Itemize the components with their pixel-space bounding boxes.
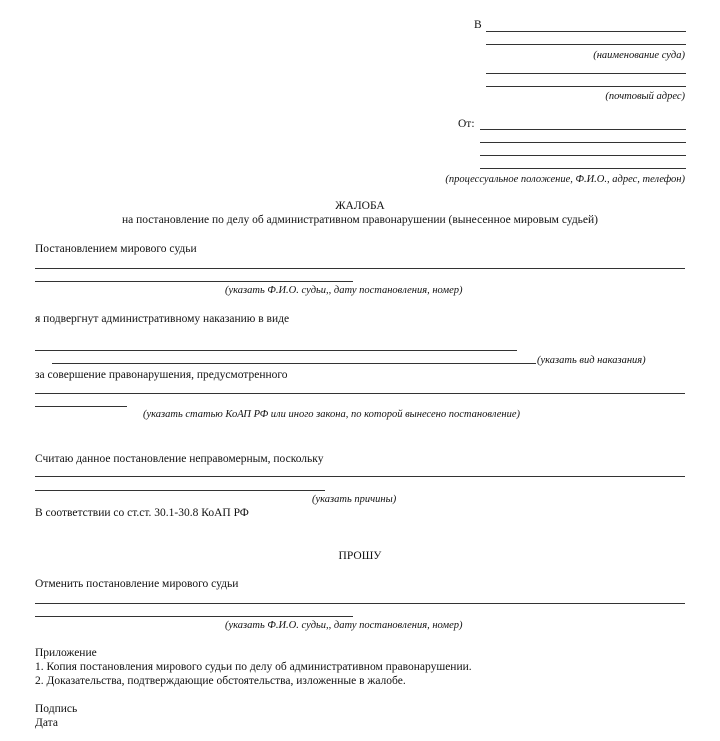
attachment-item-1: 1. Копия постановления мирового судьи по делу об административном правонарушении.	[35, 661, 472, 673]
decree-line-2[interactable]	[35, 281, 353, 282]
applicant-line-4[interactable]	[480, 168, 686, 169]
attachments-label: Приложение	[35, 647, 97, 659]
penalty-line-2[interactable]	[52, 363, 536, 364]
legal-basis: В соответствии со ст.ст. 30.1-30.8 КоАП РФ	[35, 507, 249, 519]
request-heading: ПРОШУ	[338, 550, 382, 562]
from-label: От:	[458, 118, 475, 130]
applicant-hint: (процессуальное положение, Ф.И.О., адрес, телефон)	[445, 174, 685, 185]
penalty-intro: я подвергнут административному наказанию в виде	[35, 313, 290, 325]
to-label: В	[474, 19, 482, 31]
attachment-item-2: 2. Доказательства, подтверждающие обстоятельства, изложенные в жалобе.	[35, 675, 406, 687]
court-name-line-1[interactable]	[486, 31, 686, 32]
offense-hint: (указать статью КоАП РФ или иного закона, по которой вынесено постановление)	[143, 409, 521, 420]
penalty-hint: (указать вид наказания)	[537, 355, 646, 366]
postal-address-line-1[interactable]	[486, 73, 686, 74]
postal-address-hint: (почтовый адрес)	[605, 91, 685, 102]
decree-intro: Постановлением мирового судьи	[35, 243, 197, 255]
decree-line-1[interactable]	[35, 268, 685, 269]
request-text: Отменить постановление мирового судьи	[35, 578, 239, 590]
decree-hint: (указать Ф.И.О. судьи,, дату постановления, номер)	[225, 285, 463, 296]
applicant-line-2[interactable]	[480, 142, 686, 143]
offense-line-2[interactable]	[35, 406, 127, 407]
offense-line-1[interactable]	[35, 393, 685, 394]
request-line-2[interactable]	[35, 616, 353, 617]
document-title: ЖАЛОБА	[335, 200, 385, 212]
request-hint: (указать Ф.И.О. судьи,, дату постановления, номер)	[225, 620, 463, 631]
applicant-line-3[interactable]	[480, 155, 686, 156]
signature-label: Подпись	[35, 703, 78, 715]
reason-hint: (указать причины)	[312, 494, 397, 505]
postal-address-line-2[interactable]	[486, 86, 686, 87]
date-label: Дата	[35, 717, 58, 729]
reason-line-1[interactable]	[35, 476, 685, 477]
document-subtitle: на постановление по делу об административном правонарушении (вынесенное мировым судьей)	[121, 214, 599, 226]
applicant-line-1[interactable]	[480, 129, 686, 130]
offense-intro: за совершение правонарушения, предусмотренного	[35, 369, 288, 381]
court-name-line-2[interactable]	[486, 44, 686, 45]
request-line-1[interactable]	[35, 603, 685, 604]
reason-line-2[interactable]	[35, 490, 325, 491]
reason-intro: Считаю данное постановление неправомерным, поскольку	[35, 453, 324, 465]
penalty-line-1[interactable]	[35, 350, 517, 351]
court-name-hint: (наименование суда)	[593, 50, 685, 61]
